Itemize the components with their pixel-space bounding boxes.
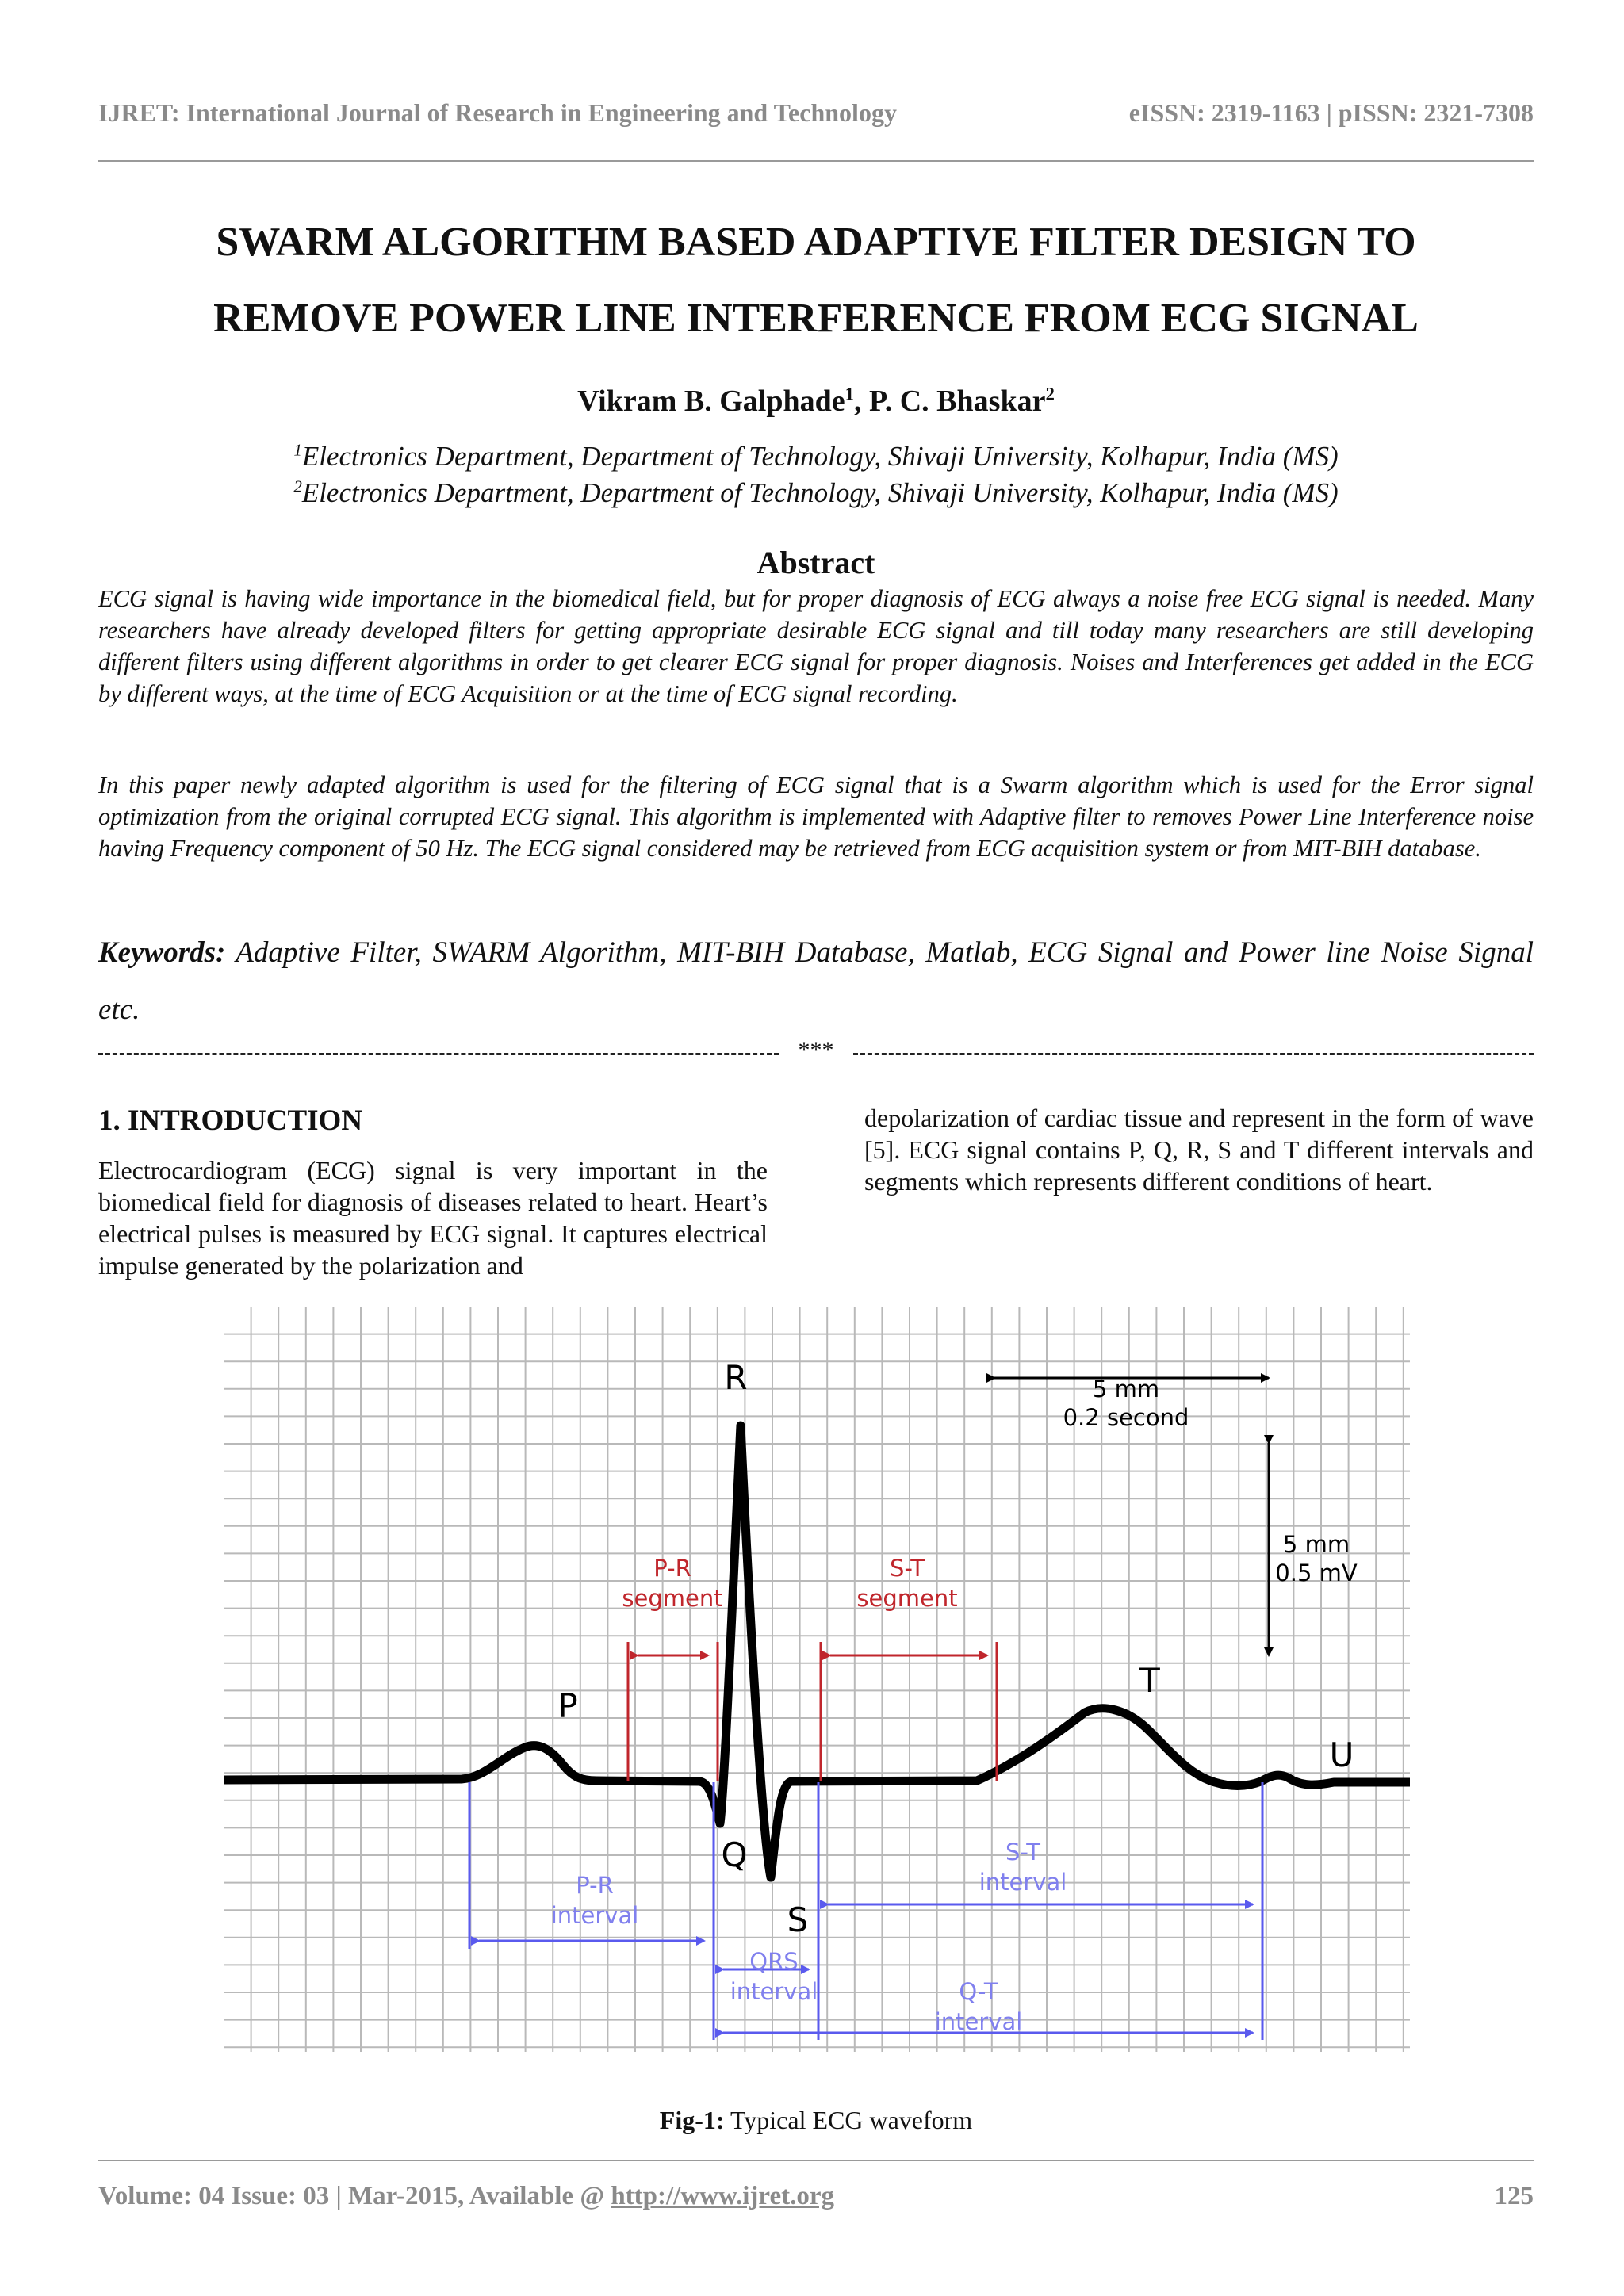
- qrs-interval-line2: interval: [730, 1978, 818, 2005]
- qt-interval-line1: Q-T: [959, 1978, 998, 2005]
- pr-interval-line2: interval: [550, 1902, 639, 1929]
- header-rule: [98, 160, 1534, 162]
- affiliation-2-sup: 2: [293, 476, 302, 496]
- affiliation-2-text: Electronics Department, Department of Technology, Shivaji University, Kolhapur, India (MS): [301, 477, 1339, 508]
- affiliation-2: [98, 477, 1534, 509]
- ecg-figure: [224, 1307, 1410, 2052]
- ecg-waveform-diagram: [224, 1307, 1410, 2052]
- keywords-text: Adaptive Filter, SWARM Algorithm, MIT-BIH Database, Matlab, ECG Signal and Power line Noise Signal etc.: [98, 936, 1534, 1026]
- abstract-heading: Abstract: [756, 545, 875, 580]
- title-line-2: REMOVE POWER LINE INTERFERENCE FROM ECG SIGNAL: [213, 296, 1419, 341]
- author-1: Vikram B. Galphade: [577, 385, 845, 418]
- keywords-label: Keywords:: [98, 936, 226, 969]
- journal-name: IJRET: International Journal of Research in Engineering and Technology: [98, 98, 897, 127]
- ecg-grid: [224, 1307, 1410, 2052]
- intro-right-column: depolarization of cardiac tissue and represent in the form of wave [5]. ECG signal contains P, Q, R, S and T different intervals and segments which represents different conditions of heart.: [864, 1104, 1534, 1196]
- wave-label-q: Q: [721, 1835, 748, 1874]
- page-number: 125: [1494, 2182, 1534, 2210]
- ecg-trace: [224, 1425, 1410, 1877]
- figure-caption: [98, 2106, 1534, 2135]
- issn: eISSN: 2319-1163 | pISSN: 2321-7308: [1128, 98, 1534, 127]
- amp-scale-line2: 0.5 mV: [1275, 1559, 1358, 1586]
- pr-segment-line2: segment: [622, 1585, 723, 1612]
- caption-label: Fig-1:: [659, 2106, 725, 2134]
- affiliation-1-sup: 1: [293, 440, 302, 460]
- pr-segment-line1: P-R: [653, 1555, 691, 1582]
- footer-volume: [98, 2182, 834, 2211]
- amp-scale-line1: 5 mm: [1282, 1531, 1350, 1558]
- author-separator: ,: [854, 385, 870, 418]
- wave-label-s: S: [787, 1900, 809, 1939]
- paper-title: [98, 205, 1534, 357]
- qt-interval-line2: interval: [934, 2008, 1023, 2035]
- footer-volume-text: Volume: 04 Issue: 03 | Mar-2015, Available @: [98, 2182, 611, 2210]
- author-1-sup: 1: [845, 384, 855, 404]
- keywords: [98, 924, 1534, 1039]
- time-scale-line1: 5 mm: [1092, 1376, 1160, 1402]
- abstract-paragraph-1: ECG signal is having wide importance in the biomedical field, but for proper diagnosis of ECG always a noise free ECG signal is needed. Many researchers have already developed filters for getting appropriate desirable ECG signal and till today many researchers are still developing different filters using different algorithms in order to get clearer ECG signal for proper diagnosis. Noises and Interferences get added in the ECG by different ways, at the time of ECG Acquisition or at the time of ECG signal recording.: [98, 585, 1534, 707]
- time-scale-line2: 0.2 second: [1063, 1404, 1189, 1431]
- st-interval-line1: S-T: [1005, 1839, 1040, 1866]
- wave-label-r: R: [724, 1358, 748, 1397]
- footer-rule: [98, 2160, 1534, 2161]
- affiliation-1: [98, 441, 1534, 473]
- title-line-1: SWARM ALGORITHM BASED ADAPTIVE FILTER DESIGN TO: [216, 220, 1416, 265]
- wave-label-t: T: [1139, 1661, 1160, 1700]
- abstract-paragraph-2: In this paper newly adapted algorithm is used for the filtering of ECG signal that is a Swarm algorithm which is used for the Error signal optimization from the original corrupted ECG signal. This algorithm is implemented with Adaptive filter to removes Power Line Interference noise having Frequency component of 50 Hz. The ECG signal considered may be retrieved from ECG acquisition system or from MIT-BIH database.: [98, 771, 1534, 862]
- author-2-sup: 2: [1045, 384, 1055, 404]
- st-segment-line1: S-T: [890, 1555, 925, 1582]
- affiliation-1-text: Electronics Department, Department of Technology, Shivaji University, Kolhapur, India (MS): [301, 441, 1339, 472]
- pr-interval-line1: P-R: [576, 1872, 614, 1899]
- running-header: [98, 98, 1534, 132]
- separator-stars: ***: [798, 1037, 834, 1063]
- intro-left-column: Electrocardiogram (ECG) signal is very important in the biomedical field for diagnosis of diseases related to heart. Heart’s electrical pulses is measured by ECG signal. It captures electrical impulse generated by the polarization and: [98, 1156, 768, 1280]
- journal-link[interactable]: http://www.ijret.org: [611, 2182, 834, 2210]
- st-interval-line2: interval: [979, 1869, 1067, 1896]
- qrs-interval-line1: QRS: [749, 1948, 799, 1975]
- wave-label-u: U: [1329, 1735, 1354, 1774]
- caption-text: Typical ECG waveform: [724, 2106, 973, 2134]
- wave-label-p: P: [557, 1686, 578, 1725]
- author-list: [98, 384, 1534, 419]
- author-2: P. C. Bhaskar: [869, 385, 1046, 418]
- section-separator: [98, 1037, 1534, 1069]
- st-segment-line2: segment: [856, 1585, 958, 1612]
- section-heading-introduction: 1. INTRODUCTION: [98, 1104, 363, 1137]
